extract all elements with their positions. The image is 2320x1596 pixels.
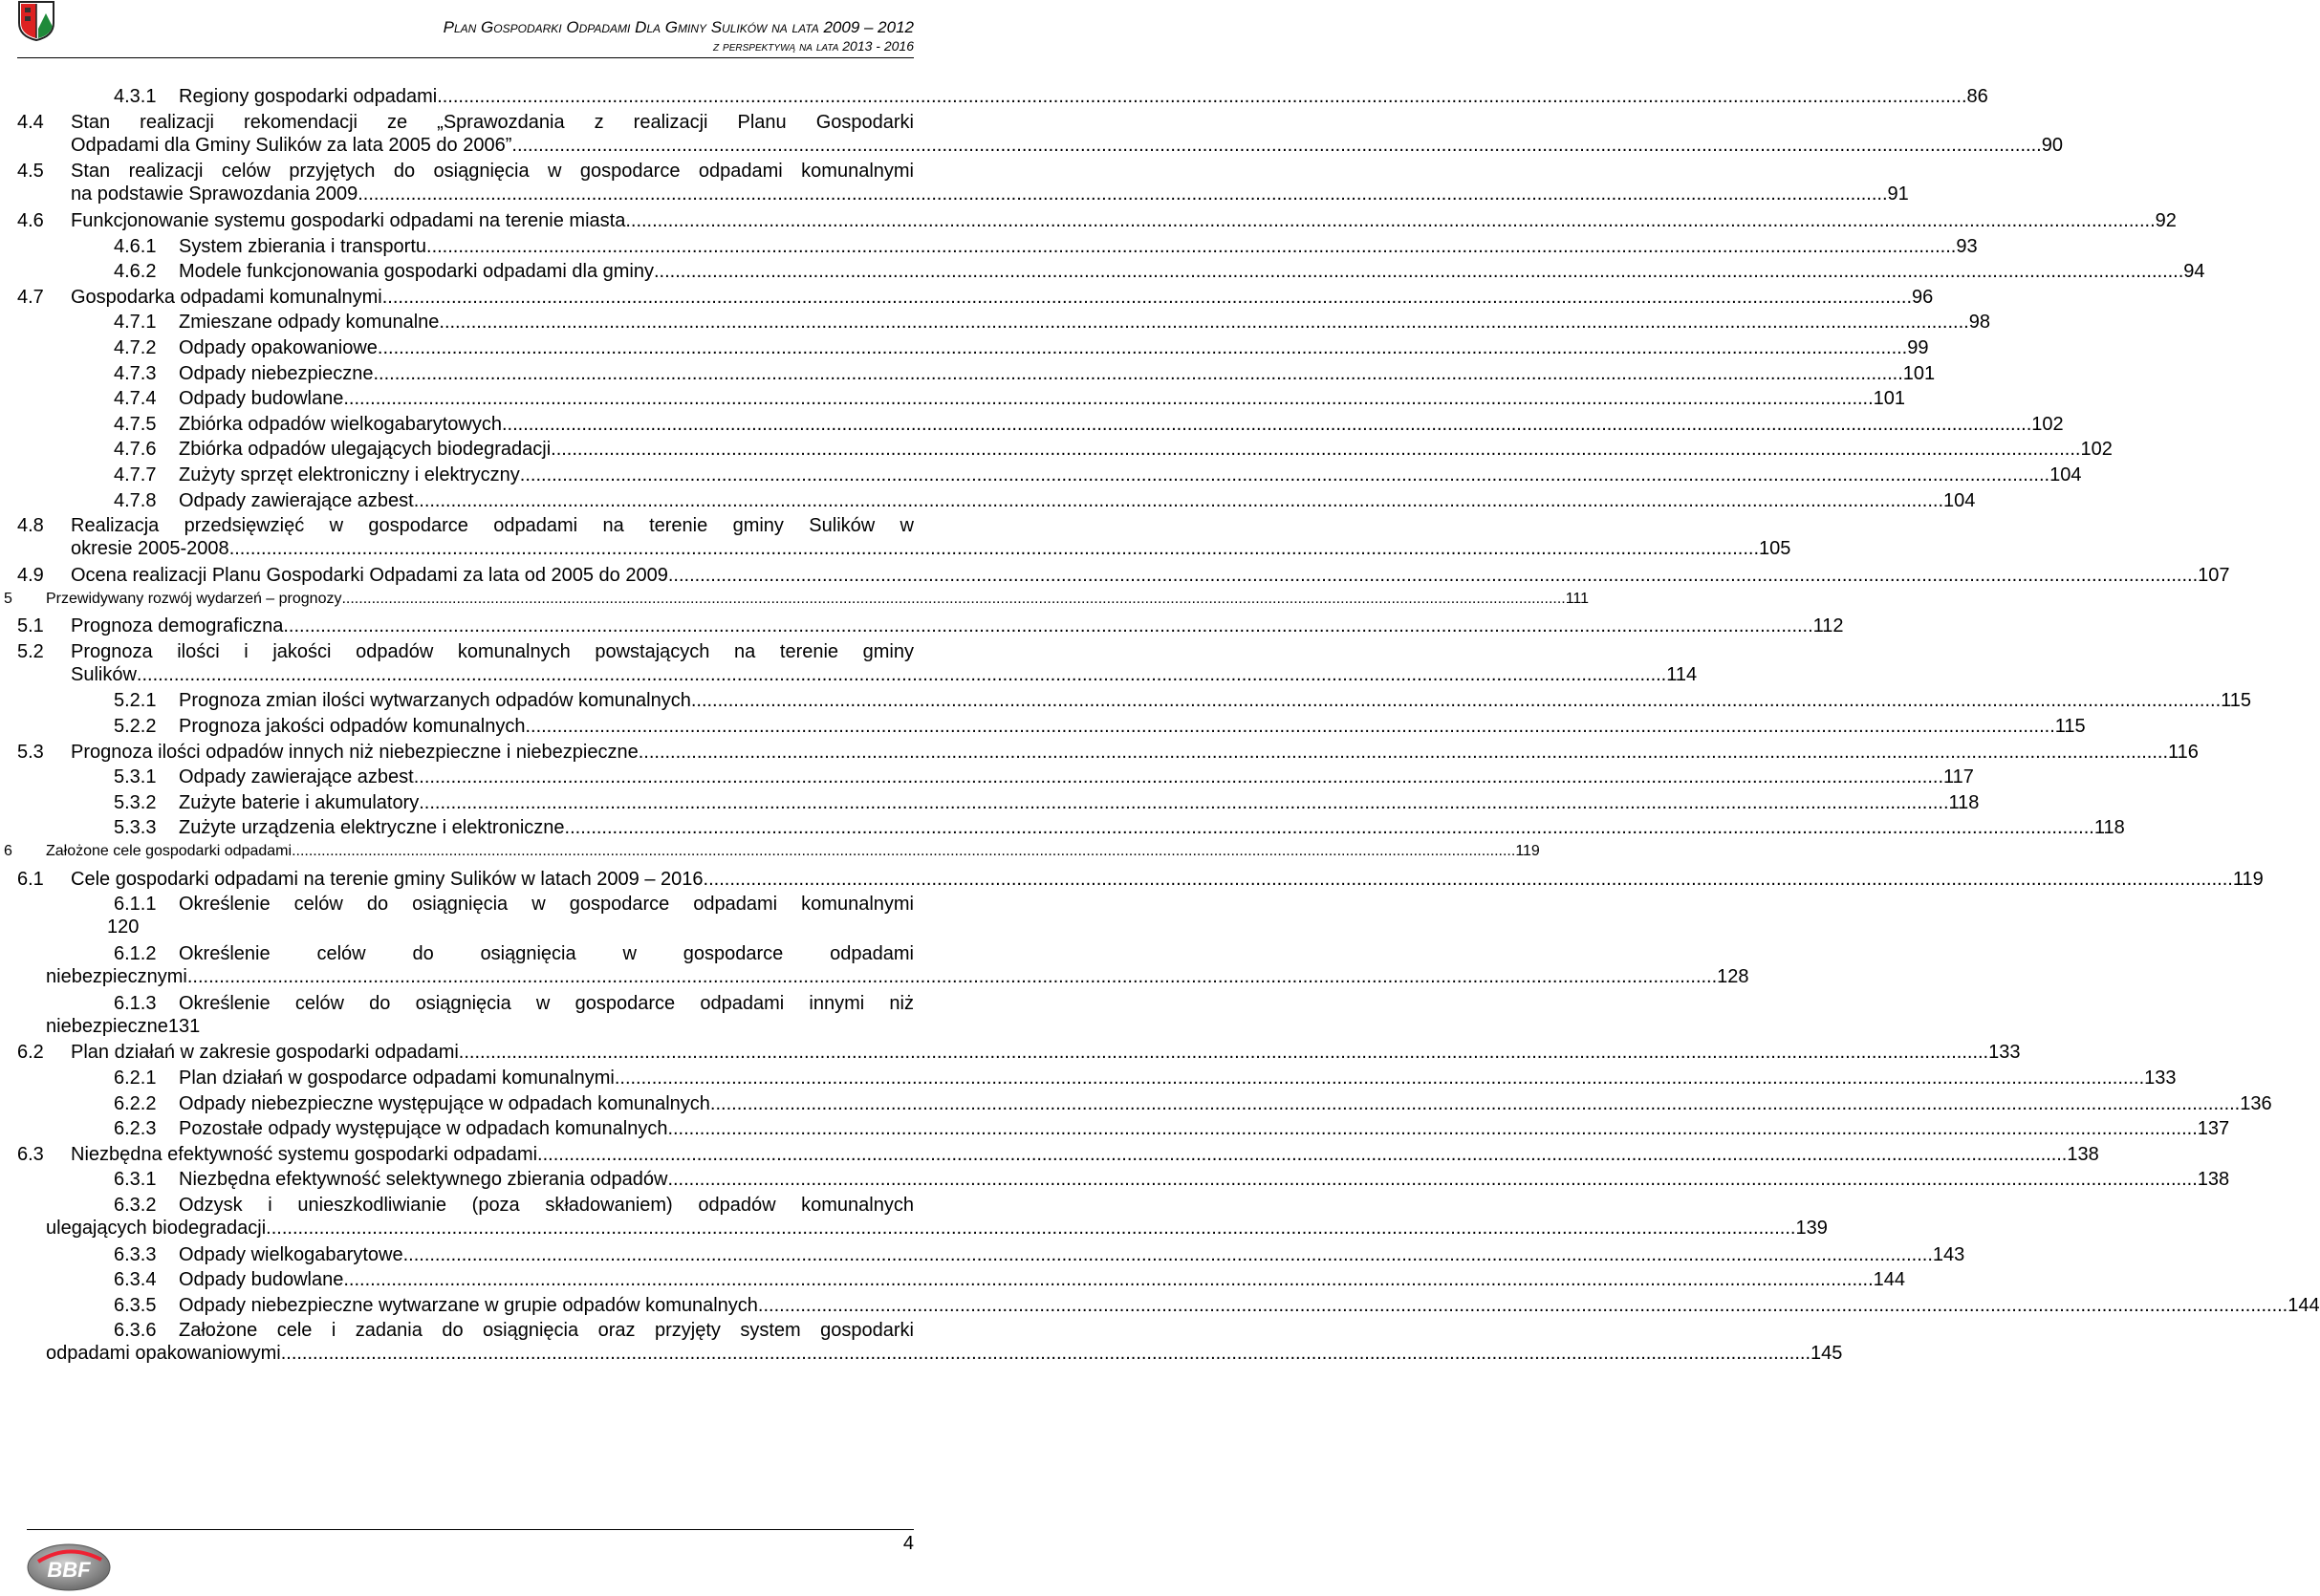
toc-entry[interactable] xyxy=(17,615,1844,637)
toc-entry-title: Odpady niebezpieczne występujące w odpadach komunalnych xyxy=(179,1092,710,1114)
toc-entry[interactable] xyxy=(114,387,1906,410)
toc-entry-page: 99 xyxy=(1907,337,1929,358)
toc-entry-title: System zbierania i transportu xyxy=(179,235,427,257)
toc-entry-number: 5 xyxy=(4,590,12,607)
toc-leader-dots xyxy=(343,1268,1873,1291)
toc-entry-title-continuation: odpadami opakowaniowymi xyxy=(46,1343,281,1365)
toc-leader-dots xyxy=(551,438,2080,461)
toc-entry-page: 144 xyxy=(1873,1269,1906,1291)
toc-entry-title: Odpady zawierające azbest xyxy=(179,489,414,511)
toc-entry-title-continuation: okresie 2005-2008 xyxy=(71,538,229,560)
toc-entry[interactable] xyxy=(114,791,1980,814)
toc-entry-page: 145 xyxy=(1810,1343,1843,1365)
toc-entry-number: 4.7.5 xyxy=(114,413,157,435)
toc-entry-number: 5.2.1 xyxy=(114,690,157,712)
toc-entry-title: Prognoza zmian ilości wytwarzanych odpadów komunalnych xyxy=(179,690,691,712)
toc-entry-number: 4.7.3 xyxy=(114,362,157,384)
toc-entry-title: Odzysk i unieszkodliwianie (poza składowaniem) odpadów komunalnych xyxy=(179,1194,914,1216)
toc-leader-dots xyxy=(283,615,1812,637)
toc-entry-page: 120 xyxy=(107,917,140,938)
toc-leader-dots xyxy=(667,1117,2197,1140)
toc-entry-number: 4.7.2 xyxy=(114,337,157,358)
logo-text: BBF xyxy=(47,1558,91,1582)
coat-of-arms-icon xyxy=(17,0,55,42)
toc-entry-page: 138 xyxy=(2197,1169,2230,1191)
toc-entry-number: 4.8 xyxy=(17,515,44,537)
toc-entry-page: 86 xyxy=(1966,86,1988,107)
toc-entry-number: 6.3.1 xyxy=(114,1169,157,1191)
toc-leader-dots xyxy=(403,1243,1933,1266)
header-title-line1: Plan Gospodarki Odpadami Dla Gminy Sulików na lata 2009 – 2012 xyxy=(443,18,914,36)
toc-entry-title: Cele gospodarki odpadami na terenie gminy Sulików w latach 2009 – 2016 xyxy=(71,868,704,890)
toc-entry-title: Odpady wielkogabarytowe xyxy=(179,1243,403,1265)
toc-entry-title: Odpady budowlane xyxy=(179,388,344,410)
toc-entry[interactable] xyxy=(114,413,2064,436)
toc-leader-dots xyxy=(414,489,1943,512)
page-header xyxy=(17,0,914,55)
toc-entry-title: Zużyte urządzenia elektryczne i elektroniczne xyxy=(179,817,565,839)
toc-entry-page: 133 xyxy=(2144,1067,2177,1089)
toc-entry-page: 131 xyxy=(167,1015,201,1037)
toc-entry-page: 102 xyxy=(2080,439,2113,461)
toc-leader-dots xyxy=(187,965,1717,988)
toc-entry-number: 6.2.2 xyxy=(114,1092,157,1114)
toc-entry-number: 4.5 xyxy=(17,161,44,183)
toc-entry[interactable] xyxy=(46,992,914,1038)
toc-entry-number: 6 xyxy=(4,843,12,859)
toc-entry-number: 6.2 xyxy=(17,1042,44,1064)
toc-entry-title: Gospodarka odpadami komunalnymi xyxy=(71,286,382,308)
toc-entry-title: Prognoza jakości odpadów komunalnych xyxy=(179,716,526,737)
toc-entry-title: Ocena realizacji Planu Gospodarki Odpadami za lata od 2005 do 2009 xyxy=(71,564,668,586)
toc-leader-dots xyxy=(137,663,1666,686)
toc-leader-dots xyxy=(437,85,1966,108)
toc-entry-number: 4.7.8 xyxy=(114,489,157,511)
toc-entry-title: Prognoza demograficzna xyxy=(71,615,284,637)
toc-entry-page: 119 xyxy=(2232,868,2264,890)
toc-entry-number: 6.2.1 xyxy=(114,1067,157,1089)
toc-leader-dots xyxy=(419,791,1948,814)
toc-entry[interactable] xyxy=(114,689,2252,712)
toc-entry-number: 4.7.1 xyxy=(114,312,157,334)
toc-entry-page: 118 xyxy=(2093,817,2125,839)
toc-entry-number: 5.3 xyxy=(17,741,44,763)
toc-entry-number: 6.1.3 xyxy=(114,992,157,1014)
toc-entry-title-continuation: Odpadami dla Gminy Sulików za lata 2005 do 2006” xyxy=(71,134,512,156)
header-title-line2: z perspektywą na lata 2013 - 2016 xyxy=(713,38,914,54)
toc-entry[interactable] xyxy=(114,85,1988,108)
toc-entry-title-continuation: na podstawie Sprawozdania 2009 xyxy=(71,183,358,205)
toc-entry-page: 102 xyxy=(2031,413,2064,435)
toc-leader-dots xyxy=(439,311,1968,334)
toc-entry-number: 6.2.3 xyxy=(114,1118,157,1140)
toc-entry-number: 5.2.2 xyxy=(114,716,157,737)
toc-entry[interactable] xyxy=(114,766,1974,788)
toc-entry-page: 138 xyxy=(2067,1143,2099,1165)
toc-entry-title: Określenie celów do osiągnięcia w gospodarce odpadami xyxy=(179,942,914,964)
toc-entry[interactable] xyxy=(46,1194,1828,1240)
toc-entry-page: 117 xyxy=(1943,766,1974,788)
toc-entry-title: Pozostałe odpady występujące w odpadach komunalnych xyxy=(179,1118,668,1140)
toc-entry-title: Odpady zawierające azbest xyxy=(179,766,414,788)
toc-entry-number: 6.3.6 xyxy=(114,1320,157,1342)
toc-entry-page: 112 xyxy=(1812,615,1844,637)
toc-entry-title: Odpady opakowaniowe xyxy=(179,337,378,358)
toc-entry[interactable] xyxy=(114,816,2125,839)
toc-leader-dots xyxy=(654,260,2183,283)
toc-entry-number: 6.3 xyxy=(17,1143,44,1165)
bbf-logo xyxy=(25,1539,113,1592)
toc-entry-title: Zużyty sprzęt elektroniczny i elektryczny xyxy=(179,464,520,485)
toc-entry-number: 4.6.1 xyxy=(114,235,157,257)
toc-entry-title: Zużyte baterie i akumulatory xyxy=(179,791,420,813)
toc-entry-title: Funkcjonowanie systemu gospodarki odpadami na terenie miasta xyxy=(71,210,626,231)
toc-entry[interactable] xyxy=(114,489,1976,512)
toc-entry-title: Niezbędna efektywność selektywnego zbierania odpadów xyxy=(179,1169,668,1191)
toc-leader-dots xyxy=(341,590,1565,609)
toc-entry-title: Prognoza ilości i jakości odpadów komunalnych powstających na terenie gminy xyxy=(71,640,914,662)
toc-leader-dots xyxy=(668,564,2198,587)
header-divider xyxy=(17,57,914,58)
toc-entry[interactable] xyxy=(17,209,2177,232)
toc-entry-number: 5.2 xyxy=(17,640,44,662)
toc-entry-title: Plan działań w zakresie gospodarki odpadami xyxy=(71,1042,459,1064)
page-number: 4 xyxy=(902,1533,914,1554)
toc-entry-page: 119 xyxy=(1515,843,1540,859)
toc-entry-title: Realizacja przedsięwzięć w gospodarce odpadami na terenie gminy Sulików w xyxy=(71,515,914,537)
toc-entry-title-continuation: niebezpiecznymi xyxy=(46,965,187,987)
toc-entry-page: 93 xyxy=(1956,235,1978,257)
toc-leader-dots xyxy=(625,209,2155,232)
toc-entry-title: Plan działań w gospodarce odpadami komunalnymi xyxy=(179,1067,615,1089)
toc-entry-number: 6.1.1 xyxy=(114,894,157,916)
toc-entry[interactable] xyxy=(17,514,1791,560)
toc-leader-dots xyxy=(378,336,1907,359)
toc-leader-dots xyxy=(537,1143,2067,1166)
toc-entry-page: 118 xyxy=(1948,791,1980,813)
toc-entry-title: Odpady niebezpieczne xyxy=(179,362,374,384)
toc-entry-number: 4.7 xyxy=(17,286,44,308)
toc-entry-title: Prognoza ilości odpadów innych niż niebezpieczne i niebezpieczne xyxy=(71,741,639,763)
toc-entry-page: 144 xyxy=(2287,1294,2320,1316)
toc-leader-dots xyxy=(502,413,2031,436)
toc-leader-dots xyxy=(373,362,1902,385)
toc-leader-dots xyxy=(382,286,1912,309)
toc-entry[interactable] xyxy=(114,260,2205,283)
toc-entry[interactable] xyxy=(17,640,1698,686)
toc-entry-page: 137 xyxy=(2197,1118,2230,1140)
toc-entry-title: Niezbędna efektywność systemu gospodarki odpadami xyxy=(71,1143,538,1165)
toc-leader-dots xyxy=(281,1342,1810,1365)
toc-entry-page: 139 xyxy=(1795,1217,1828,1239)
toc-entry[interactable] xyxy=(114,715,2086,738)
toc-entry-number: 6.3.5 xyxy=(114,1294,157,1316)
toc-leader-dots xyxy=(615,1067,2144,1089)
toc-entry-page: 115 xyxy=(2054,716,2086,737)
toc-leader-dots xyxy=(358,183,1887,205)
toc-leader-dots xyxy=(520,464,2049,486)
toc-leader-dots xyxy=(229,537,1759,560)
toc-entry[interactable] xyxy=(17,564,2230,587)
toc-leader-dots xyxy=(292,842,1515,861)
toc-entry-title: Stan realizacji celów przyjętych do osiągnięcia w gospodarce odpadami komunalnymi xyxy=(71,161,914,183)
toc-entry[interactable] xyxy=(17,1041,2021,1064)
toc-entry-number: 4.7.7 xyxy=(114,464,157,485)
toc-entry-page: 143 xyxy=(1932,1243,1965,1265)
toc-entry-page: 104 xyxy=(1943,489,1976,511)
toc-entry-title: Regiony gospodarki odpadami xyxy=(179,86,438,107)
toc-entry[interactable] xyxy=(114,1117,2230,1140)
toc-entry-page: 101 xyxy=(1873,388,1906,410)
toc-entry-title-continuation: ulegających biodegradacji xyxy=(46,1217,267,1239)
toc-leader-dots xyxy=(525,715,2054,738)
toc-entry[interactable] xyxy=(114,235,1978,258)
toc-entry[interactable] xyxy=(114,336,1929,359)
toc-leader-dots xyxy=(667,1168,2197,1191)
toc-entry-title: Modele funkcjonowania gospodarki odpadami dla gminy xyxy=(179,261,654,283)
toc-entry-page: 128 xyxy=(1717,965,1749,987)
toc-entry-page: 96 xyxy=(1912,286,1934,308)
toc-entry-title: Określenie celów do osiągnięcia w gospodarce odpadami innymi niż xyxy=(179,992,914,1014)
toc-leader-dots xyxy=(758,1294,2287,1317)
toc-entry-number: 6.3.2 xyxy=(114,1194,157,1216)
toc-leader-dots xyxy=(511,134,2041,157)
toc-leader-dots xyxy=(343,387,1873,410)
toc-entry[interactable] xyxy=(114,362,1936,385)
toc-entry[interactable] xyxy=(114,1092,2272,1115)
toc-leader-dots xyxy=(426,235,1956,258)
toc-entry-title: Stan realizacji rekomendacji ze „Sprawozdania z realizacji Planu Gospodarki xyxy=(71,111,914,133)
toc-entry-title: Odpady budowlane xyxy=(179,1269,344,1291)
toc-entry[interactable] xyxy=(114,311,1990,334)
toc-entry-number: 5.3.3 xyxy=(114,817,157,839)
toc-entry[interactable] xyxy=(17,160,1909,205)
toc-entry[interactable] xyxy=(114,1243,1965,1266)
toc-entry-page: 90 xyxy=(2041,134,2063,156)
toc-entry-title: Określenie celów do osiągnięcia w gospodarce odpadami komunalnymi xyxy=(179,894,914,916)
toc-entry-number: 5.3.2 xyxy=(114,791,157,813)
toc-entry[interactable] xyxy=(114,1268,1906,1291)
toc-entry-title-continuation: niebezpieczne xyxy=(46,1015,168,1037)
toc-entry-number: 6.3.4 xyxy=(114,1269,157,1291)
toc-entry-title: Założone cele i zadania do osiągnięcia oraz przyjęty system gospodarki xyxy=(179,1320,914,1342)
toc-entry[interactable] xyxy=(17,868,2264,891)
toc-entry[interactable] xyxy=(114,1294,2320,1317)
toc-leader-dots xyxy=(710,1092,2240,1115)
footer-divider xyxy=(27,1529,914,1530)
toc-entry-page: 94 xyxy=(2183,261,2205,283)
toc-entry-page: 114 xyxy=(1666,663,1698,685)
toc-entry-number: 5.3.1 xyxy=(114,766,157,788)
toc-entry[interactable] xyxy=(4,842,1540,861)
toc-entry-page: 116 xyxy=(2168,741,2199,763)
toc-entry-title: Zbiórka odpadów ulegających biodegradacji xyxy=(179,439,552,461)
toc-entry-page: 105 xyxy=(1759,538,1791,560)
toc-entry[interactable] xyxy=(4,590,1590,609)
toc-entry-page: 98 xyxy=(1968,312,1990,334)
toc-leader-dots xyxy=(691,689,2221,712)
toc-entry-page: 91 xyxy=(1887,183,1909,205)
toc-entry-title: Przewidywany rozwój wydarzeń – prognozy xyxy=(46,590,342,607)
toc-entry[interactable] xyxy=(46,942,1749,988)
toc-entry-number: 4.7.4 xyxy=(114,388,157,410)
toc-entry[interactable] xyxy=(114,1168,2230,1191)
toc-leader-dots xyxy=(459,1041,1988,1064)
toc-entry-page: 101 xyxy=(1902,362,1936,384)
toc-entry-number: 4.7.6 xyxy=(114,439,157,461)
toc-leader-dots xyxy=(266,1217,1795,1240)
toc-entry-number: 6.1.2 xyxy=(114,942,157,964)
toc-entry-title: Odpady niebezpieczne wytwarzane w grupie odpadów komunalnych xyxy=(179,1294,758,1316)
toc-entry-number: 4.6 xyxy=(17,210,44,231)
toc-entry[interactable] xyxy=(17,741,2199,764)
toc-entry[interactable] xyxy=(114,464,2082,486)
toc-leader-dots xyxy=(565,816,2094,839)
toc-entry-number: 4.9 xyxy=(17,564,44,586)
toc-entry[interactable] xyxy=(114,438,2113,461)
toc-entry-page: 133 xyxy=(1988,1042,2021,1064)
toc-entry[interactable] xyxy=(17,286,1934,309)
toc-entry-number: 4.6.2 xyxy=(114,261,157,283)
toc-entry-page: 92 xyxy=(2155,210,2177,231)
toc-entry-page: 104 xyxy=(2049,464,2082,485)
toc-leader-dots xyxy=(639,741,2168,764)
header-title xyxy=(444,17,914,54)
toc-entry-number: 6.1 xyxy=(17,868,44,890)
toc-entry-title-continuation: Sulików xyxy=(71,663,137,685)
toc-entry-title: Założone cele gospodarki odpadami xyxy=(46,843,293,859)
toc-entry-number: 4.4 xyxy=(17,111,44,133)
toc-entry-number: 5.1 xyxy=(17,615,44,637)
toc-leader-dots xyxy=(414,766,1943,788)
toc-entry[interactable] xyxy=(17,1143,2099,1166)
toc-entry-title: Zmieszane odpady komunalne xyxy=(179,312,440,334)
toc-leader-dots xyxy=(704,868,2233,891)
toc-entry-number: 4.3.1 xyxy=(114,86,157,107)
toc-entry-title: Zbiórka odpadów wielkogabarytowych xyxy=(179,413,502,435)
toc-entry[interactable] xyxy=(114,1067,2177,1089)
toc-entry-number: 6.3.3 xyxy=(114,1243,157,1265)
toc-entry-page: 136 xyxy=(2240,1092,2272,1114)
toc-entry[interactable] xyxy=(46,1319,1843,1365)
toc-entry-page: 107 xyxy=(2198,564,2230,586)
toc-entry-page: 115 xyxy=(2221,690,2252,712)
toc-entry-page: 111 xyxy=(1565,590,1590,607)
toc-entry[interactable] xyxy=(107,893,914,938)
toc-entry[interactable] xyxy=(17,111,2063,157)
